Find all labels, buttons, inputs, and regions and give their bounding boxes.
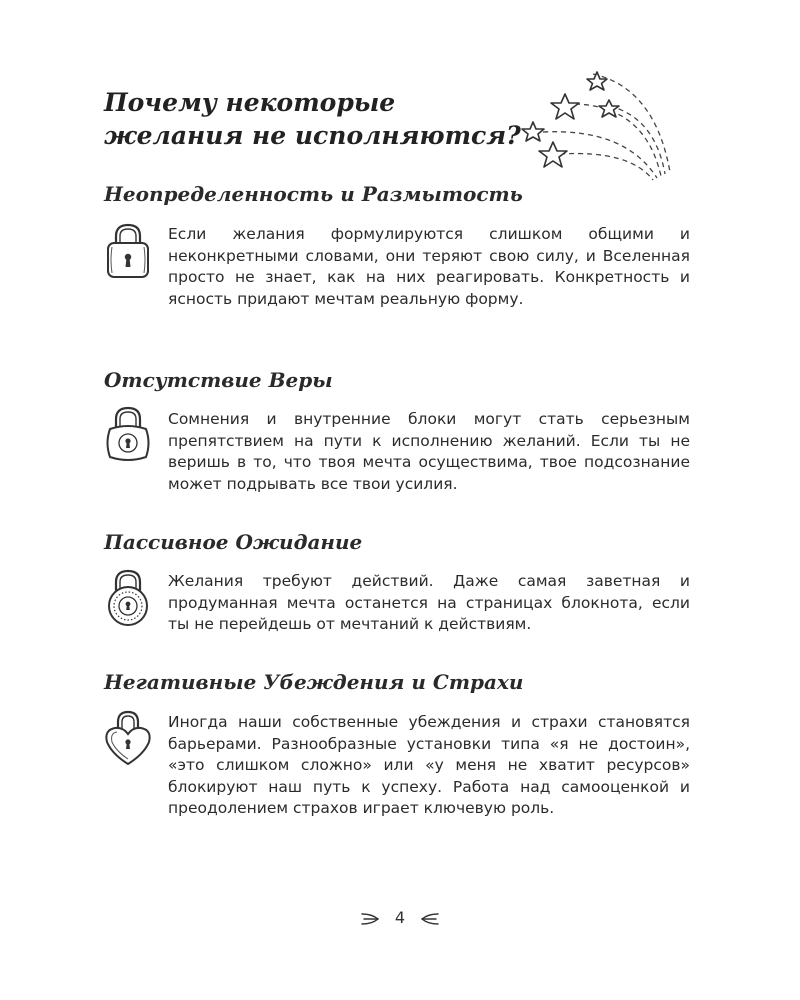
section-heading: Неопределенность и Размытость bbox=[104, 182, 523, 206]
page-number: 4 bbox=[394, 908, 406, 927]
section-heading: Отсутствие Веры bbox=[104, 368, 333, 392]
page-title: Почему некоторые желания не исполняются? bbox=[104, 88, 521, 150]
section-heading: Пассивное Ожидание bbox=[104, 530, 363, 554]
section-text: Иногда наши собственные убеждения и страхи становятся барьерами. Разнообразные установки типа «я не достоин», «это слишком сложно» или «у меня не хватит ресурсов» блокируют наш путь к успеху. Работа над самооценкой и преодолением страхов играет ключевую роль. bbox=[168, 713, 690, 817]
shooting-stars-icon bbox=[515, 68, 685, 186]
section-heading: Негативные Убеждения и Страхи bbox=[104, 670, 524, 694]
section-text: Желания требуют действий. Даже самая заветная и продуманная мечта останется на страницах блокнота, если ты не перейдешь от мечтаний к действиям. bbox=[168, 572, 690, 633]
section-text: Если желания формулируются слишком общими и неконкретными словами, они теряют свою силу, и Вселенная просто не знает, как на них реагировать. Конкретность и ясность придают мечтам реальную форму. bbox=[168, 225, 690, 308]
page-number-block bbox=[0, 908, 800, 927]
padlock-icon bbox=[104, 222, 152, 280]
section-text: Сомнения и внутренние блоки могут стать серьезным препятствием на пути к исполнению желаний. Если ты не веришь в то, что твоя мечта осуществима, твое подсознание может подрывать все твои усилия. bbox=[168, 410, 690, 493]
page-ornament-icon bbox=[418, 911, 440, 927]
heart-lock-icon bbox=[104, 708, 152, 766]
page-ornament-icon bbox=[360, 911, 382, 927]
combination-lock-icon bbox=[104, 568, 152, 626]
padlock-icon bbox=[104, 405, 152, 463]
